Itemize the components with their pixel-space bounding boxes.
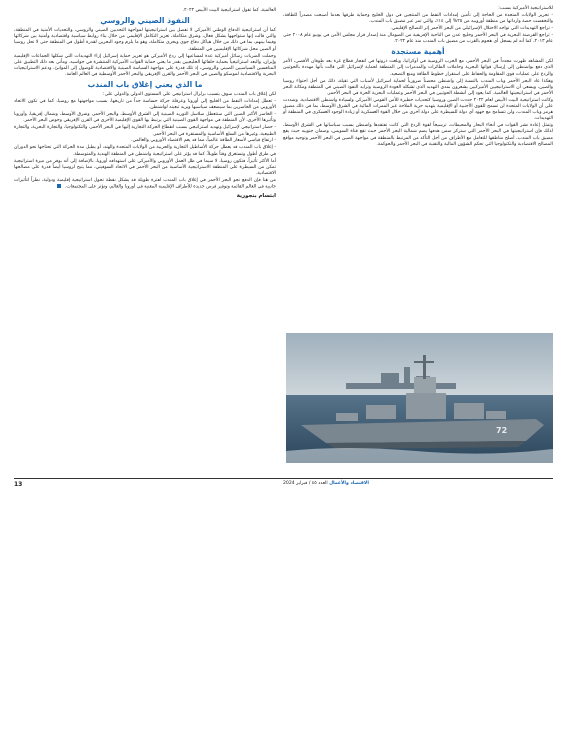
right-column [283,0,553,149]
paragraph: لكن إغلاق باب المندب سوف يتسبب بزلزال استراتيجي على المستوى الدولي والدولي على: [103,92,276,98]
paragraph: - الخاسر الأكبر الصين التي ستتعطل سلاسل التوريد الصينية إلى الشرق الأوسط، والبحر الأحمر، وشرق الأوسط، وشمال إفريقيا، وأوروبا وتأثيرها الأخرى، لأن المنطقة في مواجهة القوى الصينية التي يرتبط بها القوى الإقليمية الأخرى في القرن الإفريقي وحوض البحر الأحمر. [14,112,276,124]
author-name: ابتسام بنجورية [236,192,276,199]
paragraph: وحملت الضربات رسائل أميركية عدة لمساعيها إلى ردع الأميركي هو تعزيز حماية إسرائيل إزاء التهديدات التي شكلها الجماعات الإقليمية وإيران، والبعد استراتيجياً بحماية حلفائها الخليجيين بقدر ما يعني حماية القوات الأميركية المنتشرة في جواسيه. ومأتى بعد ذلك التطبيق على المنافسين السياسيين الصيني والروسي، إذ تلك قدرة على مواجهة السياسة الصينية والاقتصادية للوصول إلى الموانئ، ودعم الاستراتيجيات البحرية والاقتصادية لموسكو والصين في البحر الأحمر والقرن الإفريقي والبحر الأحمر الأوسطية في العالم العامة. [14,53,276,78]
paragraph: - حصار استراتيجي لإسرائيل وتهديد استراتيجي بسبب انقطاع الحركة التجارية إليها في البحر الأحمر، والتكنولوجيا، والتجارة البحرية، والتجارة الطبيعية، وغيرها من السلع الأساسية والمستقرة في البحر الأحمر. [14,125,276,137]
paragraph-text: من هنا فإن الدفع نحو البحر الأحمر في إغلاق باب المندب لفترة طويلة قد يشكل نقطة تحول استراتيجية إقليمية ودولية، نظراً لتأثيرات جانبية في العالم القائمة وتوفير فرص جديدة للأطراف الإقليمية المعنية في أوروبا والعالم، وتؤثر على المجتمعات. [14,177,276,190]
footer-divider [14,478,553,479]
paragraph: - ارتفاع قياسي لأسعار الطاقة عالمياً، مما قد يعم الاقتصاد الأوروبي والعالمي. [131,138,276,144]
paragraph: وهكذا عاد البحر الأحمر وباب المندب بالنسبة إلى واشنطن محصناً ضرورياً لحماية اسرائيل لأسباب التي تقيلة، ذلك من أجل احتواء روسيا والصين، ويسعى أن الاستراتيجيين الأميركيين يشعرون بمدى التهديد الذي تشكله العودة الروسية وتزايد النفوذ الصيني في المنطقة ومكانة البحر الأحمر في استراتيجيتها العالمية. كما يعود إلى أنشطة الحوثيين في البحر الأحمر وعمليات البحرية الحرة في البحر الأحمر. [283,78,553,96]
svg-text:72: 72 [496,426,508,435]
warship-illustration [286,333,553,463]
left-column [14,0,276,200]
issue-info: العدد ٤٥ / فبراير 2024 [283,481,328,486]
paragraph: العالمية، كما تقول استراتيجية البيت الأبيض ٢٠٢٢. [182,8,276,13]
paragraph: أما الأكثر تأثيراً، فتكون روسيا، لا سيما في ظل العمل الأوروبي والأميركي على استهدافه أوروبا، بالإضافة إلى أنه يوفر من ميزة استراتيجية تمكن من السيطرة على المنطقة الاستراتيجية الأساسية من البحر الأحمر في الاتحاد السوفيتي، مما يتيح لروسيا أيضاً قدرة على مصالحها الاقتصادية. [14,158,276,176]
paragraph [14,178,276,191]
magazine-name: الاقتصاد والأعمال [329,481,369,486]
paragraph: وكانت استراتيجية البيت الأبيض لعام ٢٠٢٢ حددت الصين وروسيا كتحديات خطيرة للأمن القومي الأميركي ولسيادة واشنطن الاقتصادية. وشددت على أن الولايات المتحدة لن تسمح للقوى الأجنبية أو الإقليمية بتهديد حرية الملاحة عبر الممرات المائية في الشرق الأوسط، بما في ذلك مضيق هرمز وباب المندب، ولن تتسامح مع جهود أي دولة للسيطرة على دولة أخرى من خلال القوة العسكرية أو زيادة الوجود العسكري في المنطقة أو التهديدات. [283,97,553,122]
end-of-article-icon [57,184,61,188]
paragraph: كما أن استراتيجية الدفاع الوطني الأميركي لا تفصل بين استراتيجيتها لمواجهة التحديين الصيني والروسي، والتحديات الأمنية في المنطقة، والتي قالت إنها ستواجهها بشكل فعال، وشرق متكاملة، تعزيز التكامل الإقليمي من خلال بناء روابط سياسية واقتصادية وأمنية بين شركائها وفيما بينهم، بما في ذلك من خلال هياكل دفاع جوي وبحري متكاملة، وهو ما يلزم وجود البحرين لقدرة أطول في المنطقة حتى لا تحل روسيا أو الصين محل شركائها الإقليميين في المنطقة. [14,28,276,52]
section-heading: النفوذ الصيني والروسي [100,16,190,26]
paragraph: - إغلاق باب المندب قد يعطل حركة الأساطيل التجارية والحربية من الولايات المتحدة والهند، أو يطيل مدة الحركة التي تحتاجها نحو الدوران في طرق أطول وتستغرق وقتاً طويلاً، كما قد يؤثر على استراتيجية واشنطن في المنطقة الهندية والمتوسطة. [14,145,276,157]
paragraph: - تراجع القرصنة البحرية في البحر الأحمر وخليج عدن من الناحية الإفريقية من الصومال منذ إصدار قرار مجلس الأمن في يونيو عام ٢٠٠٨ حتى عام ٢٠١٣، كما أنه لم يسجل أي هجوم بالقرب من مضيق باب المندب منذ عام ٢٠٢٢. [283,33,553,45]
page-number: 13 [14,481,23,488]
footer-info [283,481,369,486]
warship-photo [286,333,553,463]
paragraph: - تراجع التهديدات التي تواجه الاحتلال الإسرائيلي من البحر الأحمر إثر التصالح الإقليمي. [390,26,553,32]
section-heading: ما الذي يعني إغلاق باب المندب [87,80,203,90]
paragraph: وتمثل إعادة نشر القوات في أنحاء البحار والمحيطات، ترسيخاً لقوة الردع التي كانت تفتقدها واشنطن بسبب سياساتها في الشرق الأوسط، لذلك فإن استراتيجيتها في البحر الأحمر التي ستركز ضمن هدفها يضم شمالية البحر الأحمر حيث تقع قناة السويس، وضمان جنوبيه حيث يقع مضيق باب المندب، أصلح مناطقها للتعامل مع الأطراف من أجل التأكد من المرتبط بالمنطقة في مواجهة الصين في البحر الأحمر وتوجيه مواقع المصالح الاقتصادية والتكنولوجيا التي تحكم الشؤون المالية والتقنية في البحر الأحمر والحوكمة. [283,123,553,147]
paragraph: للاستراتيجية الأميركية بسبب: [498,6,553,11]
paragraph: - تحرير الولايات المتحدة من الحاجة إلى تأمين إمدادات النفط من المنتجين في دول الخليج وحماية طرقها بعدما أصبحت مصدراً للطاقة، والنخفضت حصة وارداتها من منطقة أوروبيه من ٢٥% إلى ١٤٪، والتي تمر عبر مضيق باب المندب. [283,12,553,25]
paragraph: - تعطل إمدادات النفط من الخليج إلى أوروبا وعرقلة حركة حساسة جداً من تاريخها، بسبب مواجهتها مع روسيا، كما في تكون الاتحاد الأوروبي من الخاسرين بما سيضعف سياسيها ويزيد تبعيته لواشنطن. [14,99,276,111]
paragraph: لكن المشاهد ظهرت مجدداً في البحر الأحمر، مع الحرب الروسية في أوكرانيا، وبلغت ذروتها في انفجار قطاع غزة بعد طوفان الأقصى، الأمر الذي دفع بواشنطن إلى إرسال قواتها البحرية وحاملات الطائرات والمدمرات إلى المنطقة لحماية لإسرائيل التي قالت بأنها مهددة بالحوثيين والردع على عمليات قوى المقاومة والحفاظ على استقرار خطوط الطاقة ومنع التصعيد. [283,59,553,77]
section-heading: أهمية مستجدة [391,47,445,57]
